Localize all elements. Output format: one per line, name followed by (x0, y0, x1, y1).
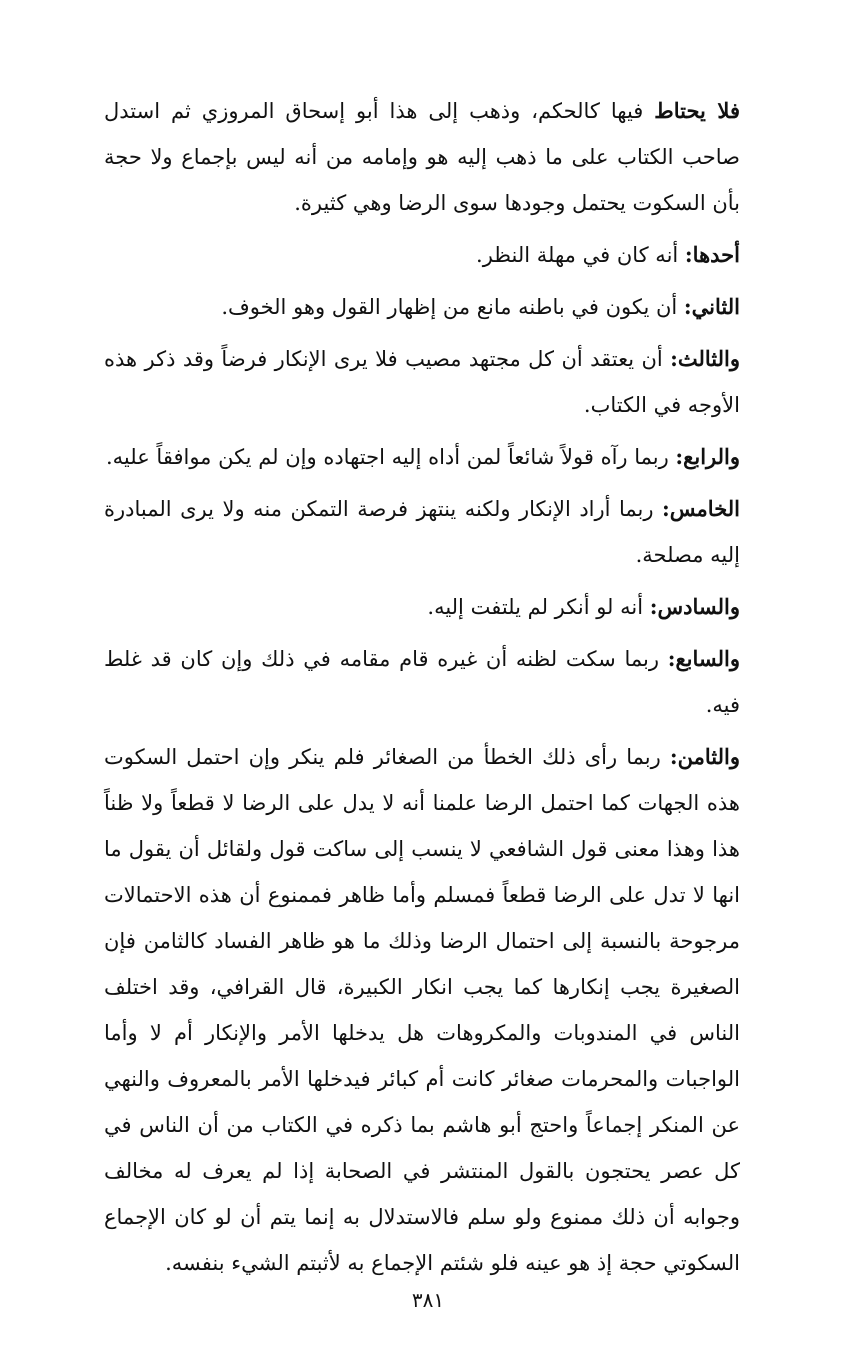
paragraph-text: ربما رآه قولاً شائعاً لمن أداه إليه اجتهاده وإن لم يكن موافقاً عليه. (106, 445, 676, 469)
paragraph (104, 232, 740, 278)
paragraph-text: أن يعتقد أن كل مجتهد مصيب فلا يرى الإنكار فرضاً وقد ذكر هذه الأوجه في الكتاب. (104, 347, 740, 417)
paragraph (104, 88, 740, 226)
paragraph (104, 434, 740, 480)
paragraph (104, 584, 740, 630)
paragraph-lead: الثاني: (683, 294, 740, 319)
paragraph-lead: أحدها: (684, 242, 740, 267)
paragraph-lead: والثامن: (669, 744, 740, 769)
paragraph-text: أن يكون في باطنه مانع من إظهار القول وهو الخوف. (221, 295, 684, 319)
paragraph-lead: فلا يحتاط (654, 98, 740, 123)
paragraph (104, 336, 740, 428)
paragraph-text: ربما سكت لظنه أن غيره قام مقامه في ذلك وإن كان قد غلط فيه. (104, 647, 740, 717)
paragraph-lead: والسادس: (649, 594, 740, 619)
paragraph-lead: والرابع: (675, 444, 740, 469)
paragraph (104, 284, 740, 330)
paragraph-text: ربما رأى ذلك الخطأ من الصغائر فلم ينكر وإن احتمل السكوت هذه الجهات كما احتمل الرضا علمنا أنه لا يدل على الرضا لا قطعاً ولا ظناً هذا وهذا معنى قول الشافعي لا ينسب إلى ساكت قول ولقائل أن يقول ما انها لا تدل على الرضا قطعاً فمسلم وأما ظاهر فممنوع أن هذه الاحتمالات مرجوحة بالنسبة إلى احتمال الرضا وذلك ما هو ظاهر الفساد كالثامن فإن الصغيرة يجب إنكارها كما يجب انكار الكبيرة، قال القرافي، وقد اختلف الناس في المندوبات والمكروهات هل يدخلها الأمر والإنكار أم لا وأما الواجبات والمحرمات صغائر كانت أم كبائر فيدخلها الأمر بالمعروف والنهي عن المنكر إجماعاً واحتج أبو هاشم بما ذكره في الكتاب من أن الناس في كل عصر يحتجون بالقول المنتشر في الصحابة إذا لم يعرف له مخالف وجوابه أن ذلك ممنوع ولو سلم فالاستدلال به إنما يتم أن لو كان الإجماع السكوتي حجة إذ هو عينه فلو شئتم الإجماع به لأثبتم الشيء بنفسه. (104, 745, 740, 1275)
paragraph-text: أنه لو أنكر لم يلتفت إليه. (427, 595, 650, 619)
paragraph (104, 636, 740, 728)
paragraph-lead: والسابع: (667, 646, 740, 671)
paragraph (104, 734, 740, 1286)
paragraph-text: فيها كالحكم، وذهب إلى هذا أبو إسحاق المروزي ثم استدل صاحب الكتاب على ما ذهب إليه هو وإمامه من أنه ليس بإجماع ولا حجة بأن السكوت يحتمل وجودها سوى الرضا وهي كثيرة. (104, 99, 740, 215)
page-number: ٣٨١ (411, 1288, 445, 1312)
paragraph-text: أنه كان في مهلة النظر. (476, 243, 685, 267)
paragraph-lead: والثالث: (670, 346, 740, 371)
paragraph-lead: الخامس: (662, 496, 740, 521)
page-body (104, 88, 740, 1292)
paragraph (104, 486, 740, 578)
paragraph-text: ربما أراد الإنكار ولكنه ينتهز فرصة التمكن منه ولا يرى المبادرة إليه مصلحة. (104, 497, 740, 567)
